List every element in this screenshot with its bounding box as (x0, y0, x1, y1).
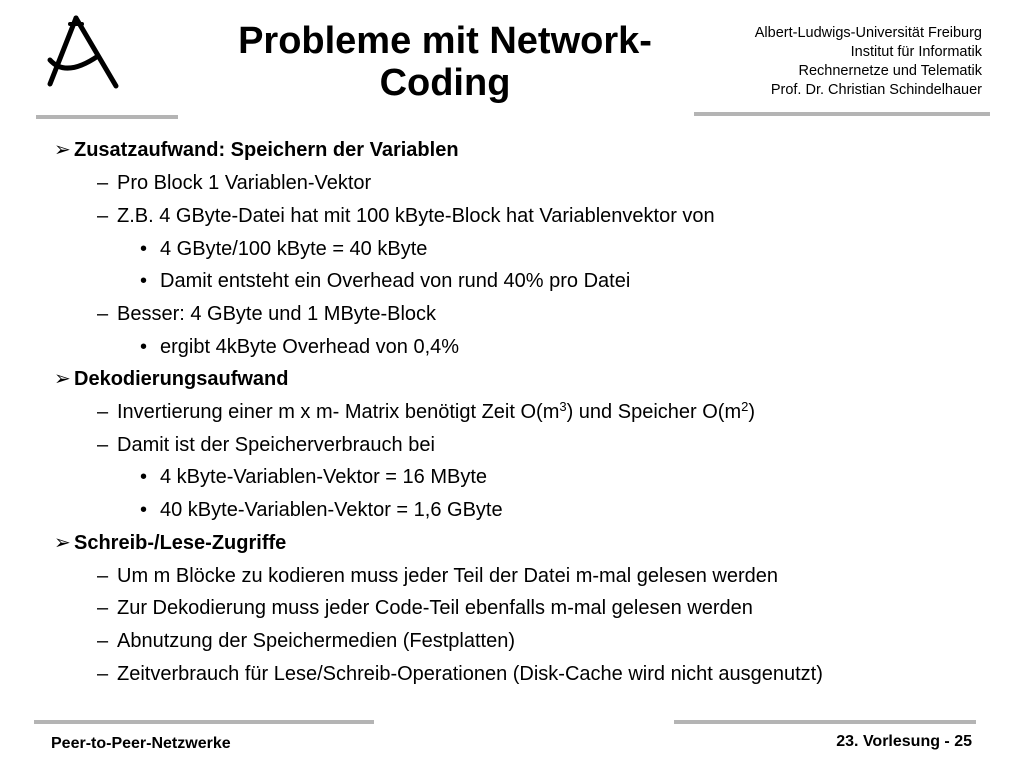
sub-bullet (97, 204, 715, 228)
sub-bullet (97, 433, 435, 457)
sub-bullet (97, 171, 371, 195)
dash-bullet-icon: – (97, 597, 109, 619)
page-title (200, 20, 690, 104)
sub-bullet (97, 596, 753, 620)
dot-bullet-icon: • (140, 499, 148, 521)
arrow-bullet-icon: ➢ (54, 532, 71, 554)
dash-bullet-icon: – (97, 172, 109, 194)
sub-bullet (97, 564, 778, 588)
bullet-heading (54, 367, 288, 391)
bullet-heading (54, 138, 459, 162)
dash-bullet-icon: – (97, 205, 109, 227)
sub-bullet (97, 629, 515, 653)
sub-sub-bullet (140, 498, 503, 522)
sub-bullet (97, 662, 823, 686)
bullet-text: Zeitverbrauch für Lese/Schreib-Operationen (Disk-Cache wird nicht ausgenutzt) (117, 663, 823, 685)
bullet-text: Zusatzaufwand: Speichern der Variablen (74, 139, 459, 161)
footer-course-title: Peer-to-Peer-Netzwerke (51, 735, 231, 752)
dash-bullet-icon: – (97, 663, 109, 685)
bullet-text: 4 kByte-Variablen-Vektor = 16 MByte (160, 466, 488, 488)
bullet-text-end: ) (748, 401, 756, 423)
sub-sub-bullet (140, 237, 427, 261)
sub-sub-bullet (140, 465, 487, 489)
affiliation-professor: Prof. Dr. Christian Schindelhauer (770, 82, 982, 98)
header-bar-left (36, 115, 178, 119)
bullet-text-middle: ) und Speicher O(m (566, 401, 742, 423)
title-line-2: Coding (379, 62, 511, 104)
bullet-text: Damit ist der Speicherverbrauch bei (117, 434, 435, 456)
dot-bullet-icon: • (140, 466, 148, 488)
header-bar-right (694, 112, 990, 116)
sub-bullet (97, 400, 755, 424)
dash-bullet-icon: – (97, 434, 109, 456)
sub-bullet (97, 302, 436, 326)
bullet-heading (54, 531, 286, 555)
bullet-text: Um m Blöcke zu kodieren muss jeder Teil der Datei m-mal gelesen werden (117, 565, 779, 587)
bullet-text: 40 kByte-Variablen-Vektor = 1,6 GByte (160, 499, 503, 521)
arrow-bullet-icon: ➢ (54, 368, 71, 390)
footer-slide-number: 23. Vorlesung - 25 (836, 733, 972, 750)
bullet-text: Schreib-/Lese-Zugriffe (74, 532, 287, 554)
title-line-1: Probleme mit Network- (238, 20, 652, 62)
bullet-text: Besser: 4 GByte und 1 MByte-Block (117, 303, 437, 325)
sub-sub-bullet (140, 269, 630, 293)
superscript-2: 2 (741, 399, 749, 414)
university-logo-icon (28, 12, 124, 96)
footer-bar-right (674, 720, 976, 724)
bullet-text: Dekodierungsaufwand (74, 368, 289, 390)
dash-bullet-icon: – (97, 401, 109, 423)
bullet-text: ergibt 4kByte Overhead von 0,4% (160, 336, 460, 358)
affiliation-department: Rechnernetze und Telematik (798, 63, 982, 79)
sub-sub-bullet (140, 335, 459, 359)
dash-bullet-icon: – (97, 630, 109, 652)
affiliation-block (755, 24, 982, 100)
bullet-text-start: Invertierung einer m x m- Matrix benötigt Zeit O(m (117, 401, 560, 423)
bullet-text: 4 GByte/100 kByte = 40 kByte (160, 238, 428, 260)
dash-bullet-icon: – (97, 565, 109, 587)
footer-bar-left (34, 720, 374, 724)
affiliation-university: Albert-Ludwigs-Universität Freiburg (754, 25, 982, 41)
bullet-text: Abnutzung der Speichermedien (Festplatten) (117, 630, 516, 652)
dot-bullet-icon: • (140, 336, 148, 358)
bullet-text: Z.B. 4 GByte-Datei hat mit 100 kByte-Block hat Variablenvektor von (117, 205, 715, 227)
dot-bullet-icon: • (140, 270, 148, 292)
dot-bullet-icon: • (140, 238, 148, 260)
bullet-text: Zur Dekodierung muss jeder Code-Teil ebenfalls m-mal gelesen werden (117, 597, 753, 619)
arrow-bullet-icon: ➢ (54, 139, 71, 161)
bullet-text: Pro Block 1 Variablen-Vektor (117, 172, 372, 194)
superscript-3: 3 (559, 399, 567, 414)
dash-bullet-icon: – (97, 303, 109, 325)
affiliation-institute: Institut für Informatik (850, 44, 982, 60)
bullet-text: Damit entsteht ein Overhead von rund 40% pro Datei (160, 270, 631, 292)
